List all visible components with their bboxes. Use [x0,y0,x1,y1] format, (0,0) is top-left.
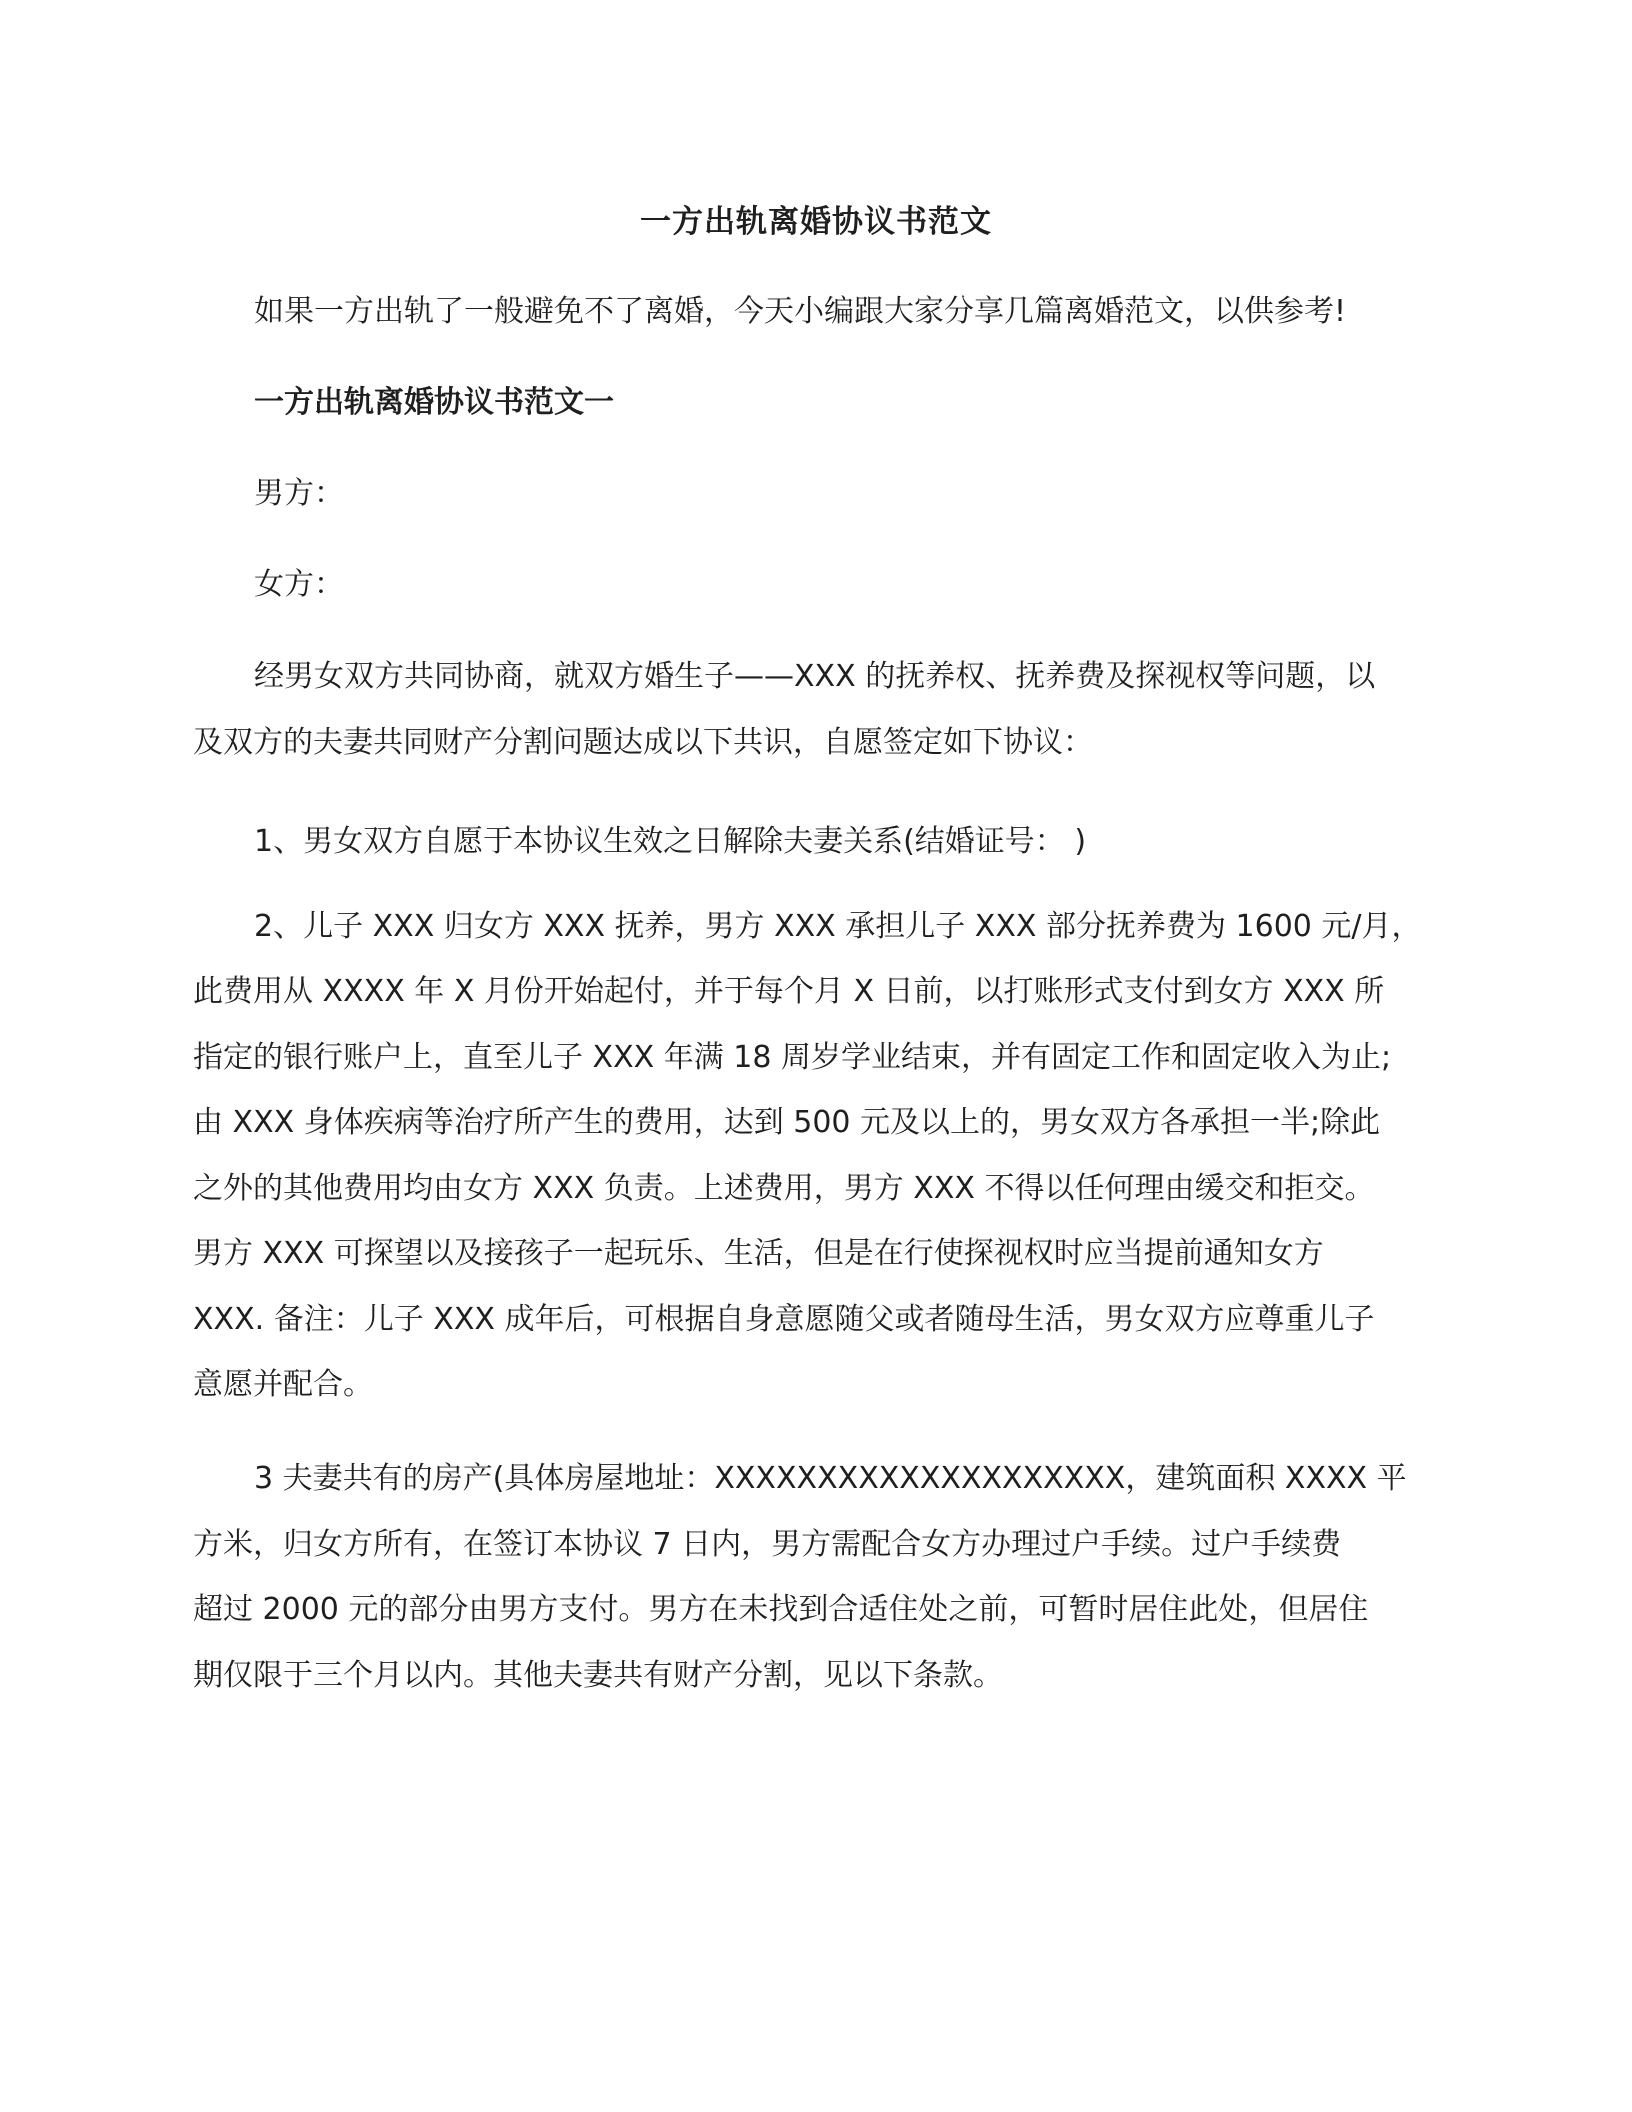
clause-2-line: 由 XXX 身体疾病等治疗所产生的费用，达到 500 元及以上的，男女双方各承担一半;除此 [193,1105,1381,1140]
clause-2-line: 指定的银行账户上，直至儿子 XXX 年满 18 周岁学业结束，并有固定工作和固定收入为止; [193,1040,1392,1075]
male-party-label: 男方： [254,476,344,511]
clause-3-line: 方米，归女方所有，在签订本协议 7 日内，男方需配合女方办理过户手续。过户手续费 [193,1527,1342,1562]
section-heading: 一方出轨离婚协议书范文一 [254,385,614,420]
clause-2-line: 2、儿子 XXX 归女方 XXX 抚养，男方 XXX 承担儿子 XXX 部分抚养费为 1600 元/月， [254,909,1422,944]
document-title: 一方出轨离婚协议书范文 [640,204,992,240]
clause-3-line: 超过 2000 元的部分由男方支付。男方在未找到合适住处之前，可暂时居住此处，但居住 [193,1592,1369,1627]
clause-3-line: 3 夫妻共有的房产(具体房屋地址：XXXXXXXXXXXXXXXXXXXX，建筑面积 XXXX 平 [254,1461,1407,1496]
female-party-label: 女方： [254,567,344,602]
intro-paragraph: 如果一方出轨了一般避免不了离婚，今天小编跟大家分享几篇离婚范文，以供参考! [254,294,1347,329]
clause-2-line: 意愿并配合。 [193,1367,373,1402]
clause-2-line: 之外的其他费用均由女方 XXX 负责。上述费用，男方 XXX 不得以任何理由缓交和拒交。 [193,1171,1375,1206]
clause-2-line: 此费用从 XXXX 年 X 月份开始起付，并于每个月 X 日前，以打账形式支付到女方 XXX 所 [193,974,1385,1009]
clause-2-line: 男方 XXX 可探望以及接孩子一起玩乐、生活，但是在行使探视权时应当提前通知女方 [193,1236,1324,1271]
clause-3-line: 期仅限于三个月以内。其他夫妻共有财产分割，见以下条款。 [193,1658,1003,1693]
preamble-line: 及双方的夫妻共同财产分割问题达成以下共识，自愿签定如下协议： [193,725,1093,760]
preamble-line: 经男女双方共同协商，就双方婚生子——XXX 的抚养权、抚养费及探视权等问题，以 [254,659,1376,694]
clause-1: 1、男女双方自愿于本协议生效之日解除夫妻关系(结婚证号： ) [254,824,1087,859]
clause-2-line: XXX. 备注：儿子 XXX 成年后，可根据自身意愿随父或者随母生活，男女双方应尊重儿子 [193,1302,1375,1337]
